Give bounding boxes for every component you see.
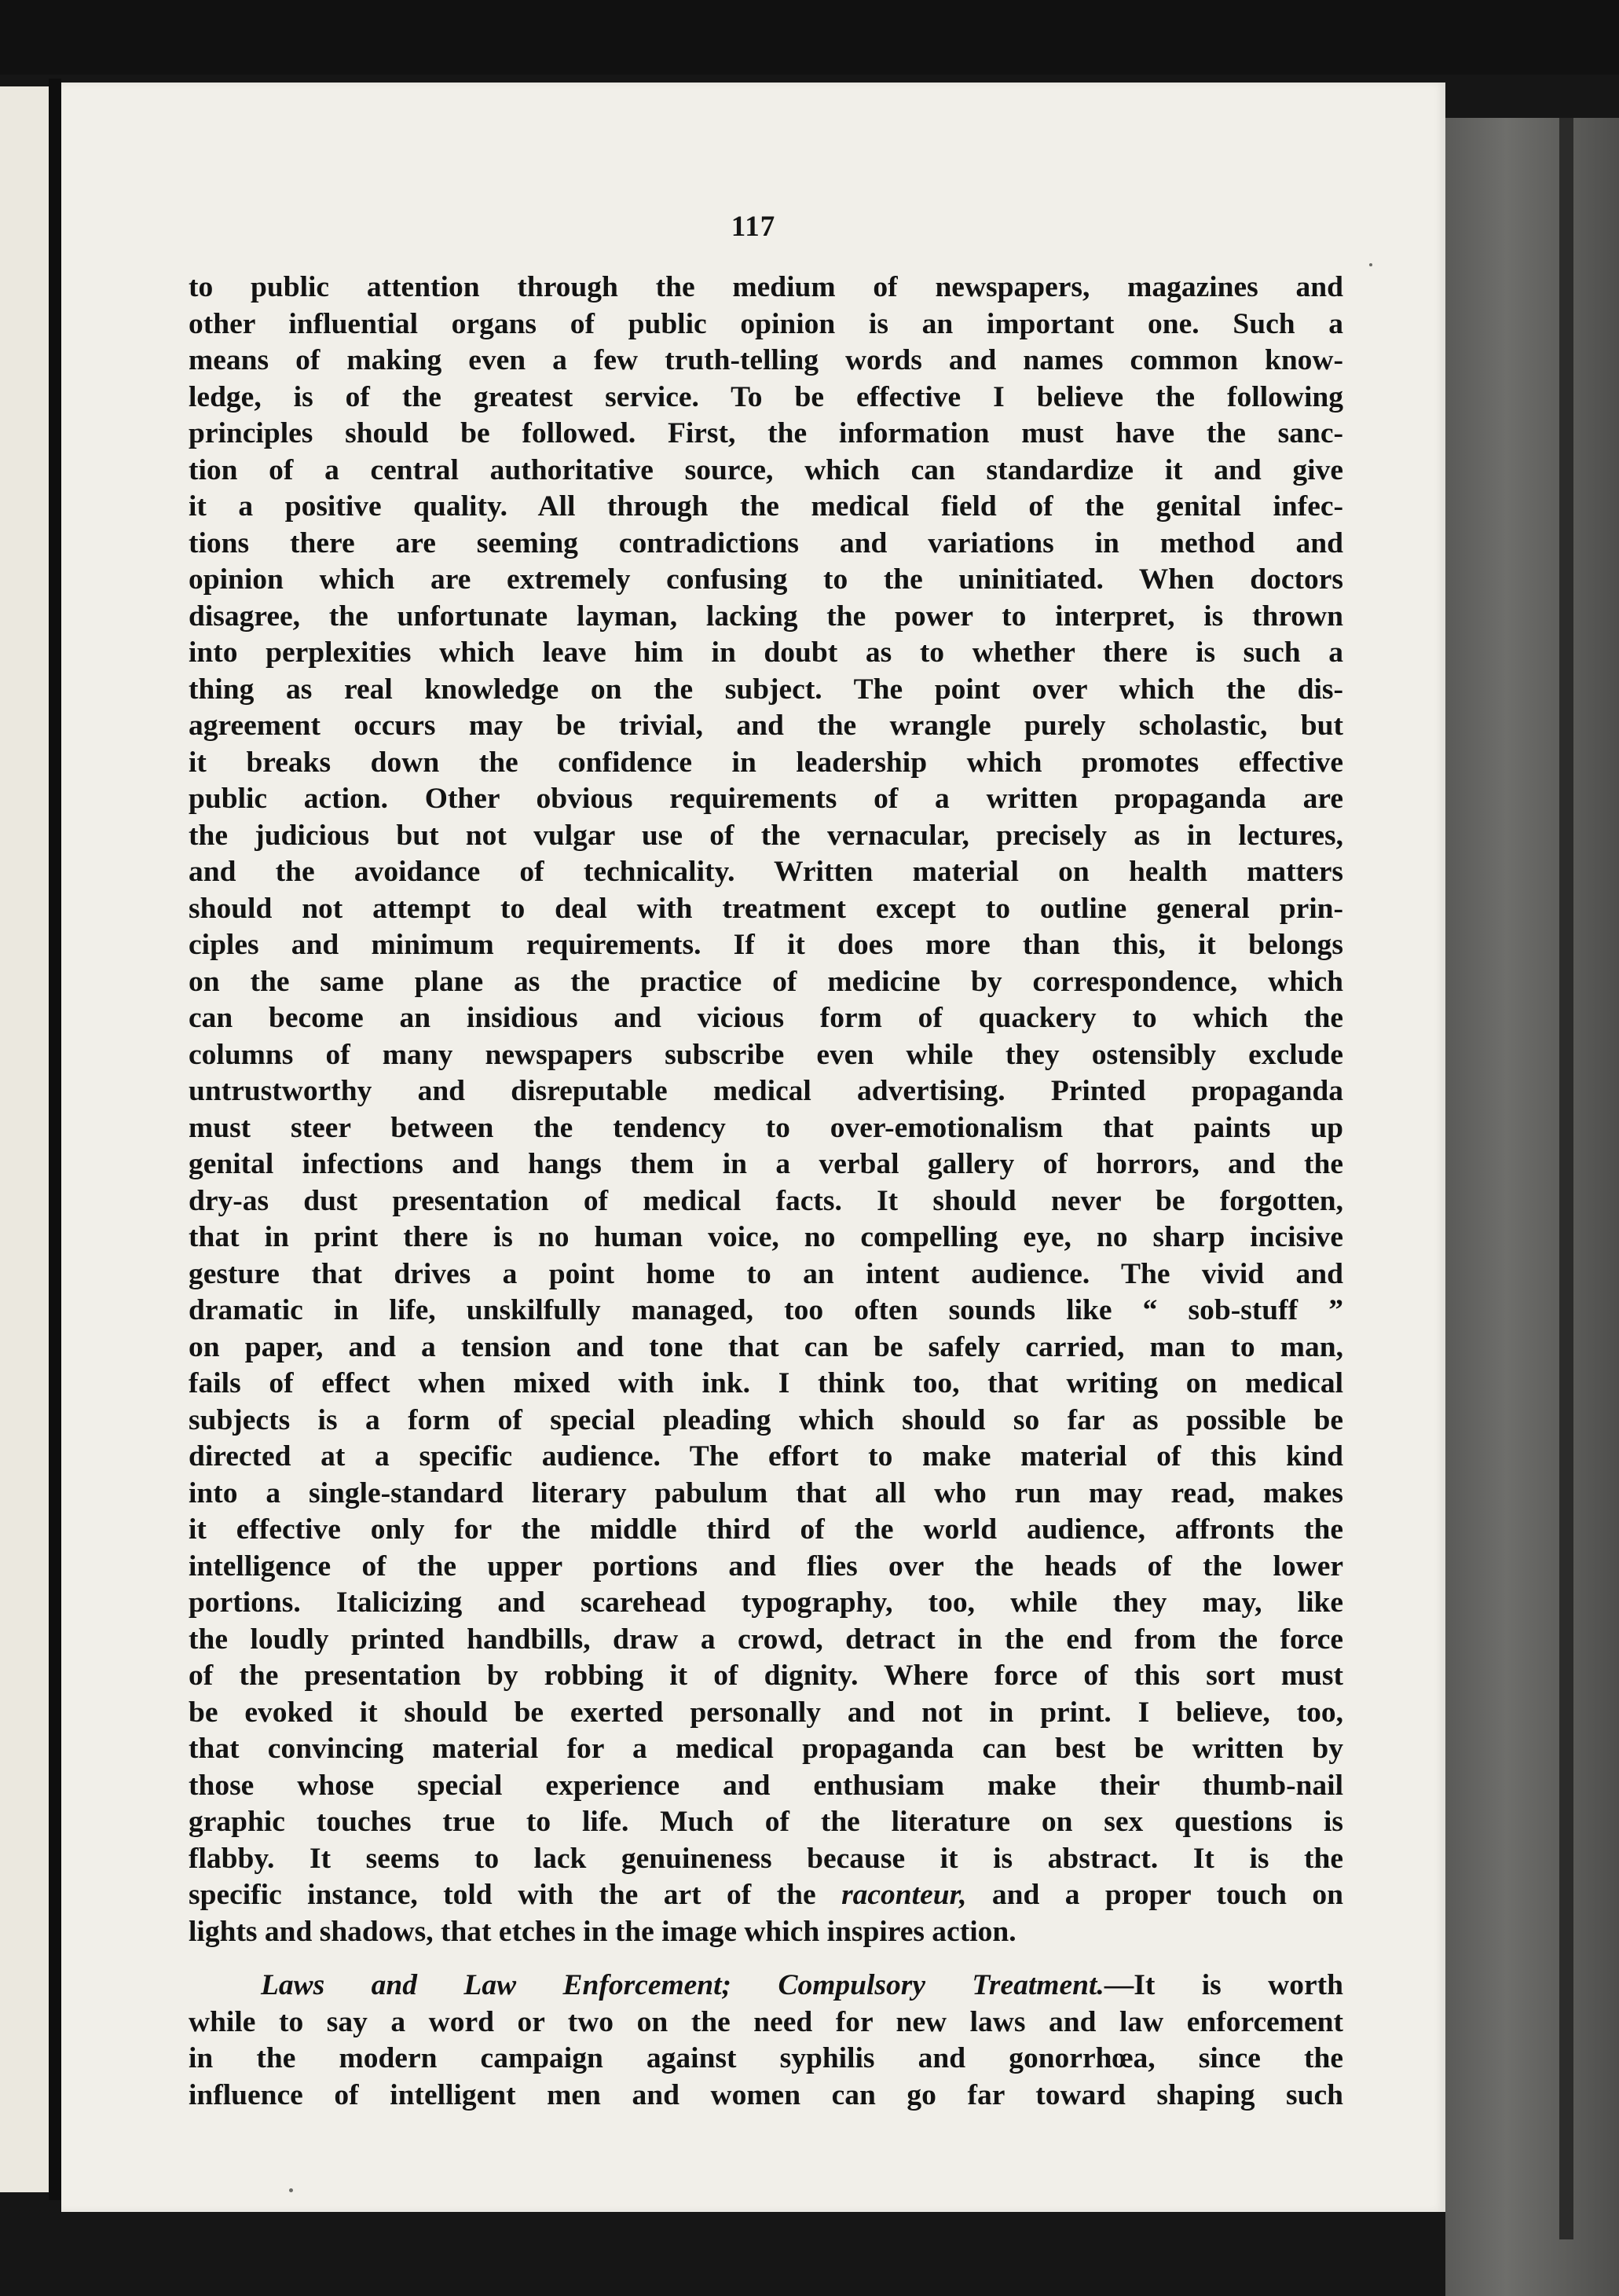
scan-top-border xyxy=(0,0,1619,75)
text-line: disagree, the unfortunate layman, lacking the power to interpret, is thrown xyxy=(189,600,1343,633)
right-page-shadow xyxy=(1445,118,1619,2296)
page-body xyxy=(189,270,1343,2114)
previous-page-edge xyxy=(0,86,49,2192)
text-line-mixed xyxy=(189,1877,1343,1914)
text-line: into perplexities which leave him in doubt as to whether there is such a xyxy=(189,636,1343,669)
text-line: can become an insidious and vicious form of quackery to which the xyxy=(189,1002,1343,1034)
text-line: influence of intelligent men and women can go far toward shaping such xyxy=(189,2078,1343,2111)
gutter-shadow xyxy=(49,79,61,2200)
text-line: portions. Italicizing and scarehead typography, too, while they may, like xyxy=(189,1586,1343,1619)
text-line: and the avoidance of technicality. Written material on health matters xyxy=(189,856,1343,888)
text-line: on the same plane as the practice of medicine by correspondence, which xyxy=(189,965,1343,998)
paragraph-gap xyxy=(189,1950,1343,1968)
text-line: genital infections and hangs them in a verbal gallery of horrors, and the xyxy=(189,1148,1343,1180)
text-line: to public attention through the medium of newspapers, magazines and xyxy=(189,271,1343,303)
text-segment: and a proper touch on xyxy=(966,1879,1343,1911)
text-line: public action. Other obvious requirements of a written propaganda are xyxy=(189,783,1343,815)
text-line: opinion which are extremely confusing to the uninitiated. When doctors xyxy=(189,563,1343,596)
text-line: those whose special experience and enthusiam make their thumb-nail xyxy=(189,1769,1343,1802)
text-line: of the presentation by robbing it of dignity. Where force of this sort must xyxy=(189,1660,1343,1692)
text-line: flabby. It seems to lack genuineness because it is abstract. It is the xyxy=(189,1842,1343,1875)
text-line: while to say a word or two on the need for new laws and law enforcement xyxy=(189,2005,1343,2038)
text-line: that in print there is no human voice, no compelling eye, no sharp incisive xyxy=(189,1221,1343,1253)
book-page xyxy=(61,83,1445,2212)
text-line: into a single-standard literary pabulum that all who run may read, makes xyxy=(189,1476,1343,1509)
page-number: 117 xyxy=(731,211,776,243)
scan-speck xyxy=(289,2188,293,2192)
text-line: fails of effect when mixed with ink. I think too, that writing on medical xyxy=(189,1367,1343,1399)
text-line: graphic touches true to life. Much of the literature on sex questions is xyxy=(189,1806,1343,1838)
text-line: that convincing material for a medical propaganda can best be written by xyxy=(189,1733,1343,1765)
paragraph-main xyxy=(189,270,1343,1950)
text-line: dry-as dust presentation of medical facts. It should never be forgotten, xyxy=(189,1184,1343,1217)
text-line: tion of a central authoritative source, which can standardize it and give xyxy=(189,453,1343,486)
text-line: means of making even a few truth-telling words and names common know- xyxy=(189,344,1343,376)
text-line: be evoked it should be exerted personally and not in print. I believe, too, xyxy=(189,1696,1343,1729)
text-line: gesture that drives a point home to an intent audience. The vivid and xyxy=(189,1257,1343,1290)
text-line: untrustworthy and disreputable medical advertising. Printed propaganda xyxy=(189,1075,1343,1107)
text-line: columns of many newspapers subscribe even while they ostensibly exclude xyxy=(189,1038,1343,1071)
text-line: tions there are seeming contradictions and variations in method and xyxy=(189,526,1343,559)
text-line: the loudly printed handbills, draw a crowd, detract in the end from the force xyxy=(189,1623,1343,1656)
text-line: intelligence of the upper portions and flies over the heads of the lower xyxy=(189,1550,1343,1583)
text-line: lights and shadows, that etches in the image which inspires action. xyxy=(189,1915,1016,1948)
text-line: thing as real knowledge on the subject. The point over which the dis- xyxy=(189,673,1343,706)
text-line: ledge, is of the greatest service. To be effective I believe the following xyxy=(189,380,1343,413)
text-segment: specific instance, told with the art of the xyxy=(189,1879,842,1911)
text-line: subjects is a form of special pleading which should so far as possible be xyxy=(189,1403,1343,1436)
text-line: principles should be followed. First, the information must have the sanc- xyxy=(189,417,1343,449)
scan-speck xyxy=(1369,263,1372,266)
section-heading-line xyxy=(189,1968,1343,2004)
right-shadow-edge xyxy=(1559,118,1573,2239)
text-line: it a positive quality. All through the medical field of the genital infec- xyxy=(189,490,1343,523)
text-line: must steer between the tendency to over-emotionalism that paints up xyxy=(189,1111,1343,1144)
text-segment: —It is worth xyxy=(1104,1969,1343,2001)
text-line: agreement occurs may be trivial, and the wrangle purely scholastic, but xyxy=(189,710,1343,742)
text-line: it effective only for the middle third of the world audience, affronts the xyxy=(189,1513,1343,1546)
text-line: it breaks down the confidence in leadership which promotes effective xyxy=(189,746,1343,779)
paragraph-laws xyxy=(189,1968,1343,2114)
text-line: other influential organs of public opinion is an important one. Such a xyxy=(189,307,1343,340)
text-line: ciples and minimum requirements. If it does more than this, it belongs xyxy=(189,929,1343,961)
text-line: the judicious but not vulgar use of the vernacular, precisely as in lectures, xyxy=(189,819,1343,852)
text-line: on paper, and a tension and tone that can be safely carried, man to man, xyxy=(189,1330,1343,1363)
italic-term: raconteur, xyxy=(841,1879,967,1911)
section-heading: Laws and Law Enforcement; Compulsory Treatment. xyxy=(261,1969,1104,2001)
text-line: in the modern campaign against syphilis and gonorrhœa, since the xyxy=(189,2042,1343,2074)
text-line: should not attempt to deal with treatment except to outline general prin- xyxy=(189,892,1343,925)
text-line: dramatic in life, unskilfully managed, too often sounds like “ sob-stuff ” xyxy=(189,1294,1343,1326)
text-line: directed at a specific audience. The effort to make material of this kind xyxy=(189,1440,1343,1473)
